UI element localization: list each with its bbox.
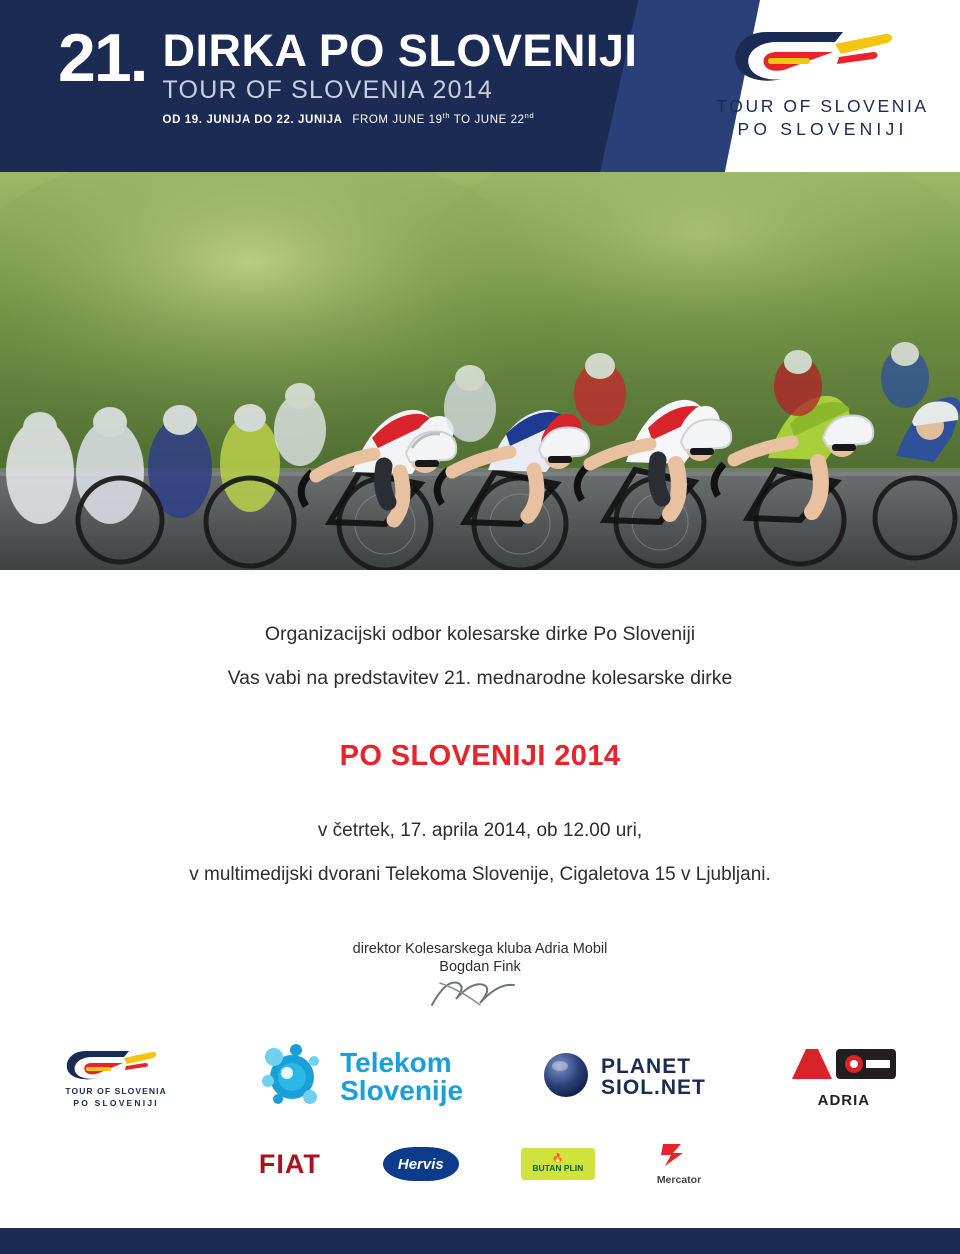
swoosh-icon — [715, 22, 930, 94]
page-header — [0, 0, 960, 172]
invitation-datetime: v četrtek, 17. aprila 2014, ob 12.00 uri, — [317, 820, 643, 841]
invitation-line-1: Organizacijski odbor kolesarske dirke Po Sloveniji — [264, 623, 696, 645]
mercator-label: Mercator — [656, 1174, 702, 1186]
sponsor-row-secondary — [0, 1141, 960, 1187]
butan-label: BUTAN PLIN — [532, 1163, 584, 1174]
planet-name-line-2: SIOL.NET — [601, 1076, 706, 1099]
signature-block — [0, 941, 960, 1017]
invitation-venue: v multimedijski dvorani Telekoma Slovenije, Cigaletova 15 v Ljubljani. — [189, 864, 771, 885]
invitation-body — [0, 570, 960, 1017]
mercator-mark-icon — [657, 1142, 701, 1173]
invitation-line-2: Vas vabi na predstavitev 21. mednarodne kolesarske dirke — [227, 667, 733, 689]
telekom-name-line-2: Slovenije — [340, 1075, 464, 1106]
swoosh-icon — [56, 1046, 176, 1086]
telekom-name-line-1: Telekom — [340, 1047, 452, 1078]
event-title-sl: DIRKA PO SLOVENIJI — [162, 25, 638, 76]
race-photo — [0, 172, 960, 570]
signature-name: Bogdan Fink — [439, 959, 521, 975]
event-dates-sl: OD 19. JUNIJA DO 22. JUNIJA — [162, 113, 343, 126]
adria-label: ADRIA — [817, 1092, 871, 1109]
event-dates — [163, 111, 638, 126]
handwritten-signature-icon — [0, 975, 960, 1017]
sponsor-planet-siol-net — [541, 1050, 706, 1105]
sponsor-butan-plin — [521, 1148, 595, 1180]
event-dates-en: FROM JUNE 19th TO JUNE 22nd — [352, 111, 535, 126]
tour-of-slovenia-logo — [715, 22, 930, 140]
planet-name-line-1: PLANET — [601, 1054, 692, 1078]
sponsor-hervis: Hervis — [383, 1147, 459, 1181]
sponsor-mercator — [657, 1142, 701, 1186]
butan-flame-icon: 🔥 — [552, 1153, 564, 1164]
logo-line-1: TOUR OF SLOVENIA — [716, 96, 929, 116]
sponsor-adria — [784, 1045, 904, 1109]
header-title-group — [58, 20, 638, 126]
sponsor-row-primary — [0, 1031, 960, 1123]
sponsor-tour-of-slovenia — [56, 1046, 176, 1108]
event-title-en: TOUR OF SLOVENIA 2014 — [162, 76, 493, 104]
sponsor-fiat: FIAT — [258, 1148, 321, 1179]
logo-line-2: PO SLOVENIJI — [737, 119, 908, 139]
sponsor-logo-line-2: PO SLOVENIJI — [73, 1098, 159, 1108]
sponsor-telekom-slovenije — [254, 1037, 463, 1118]
edition-number: 21. — [58, 20, 147, 96]
event-name-heading: PO SLOVENIJI 2014 — [339, 740, 621, 772]
signature-role: direktor Kolesarskega kluba Adria Mobil — [352, 941, 608, 957]
sponsor-logo-line-1: TOUR OF SLOVENIA — [65, 1086, 167, 1096]
adria-mark-icon — [784, 1045, 904, 1090]
planet-sphere-icon — [541, 1050, 591, 1105]
page-footer-band — [0, 1228, 960, 1254]
telekom-bubbles-icon — [254, 1037, 330, 1118]
